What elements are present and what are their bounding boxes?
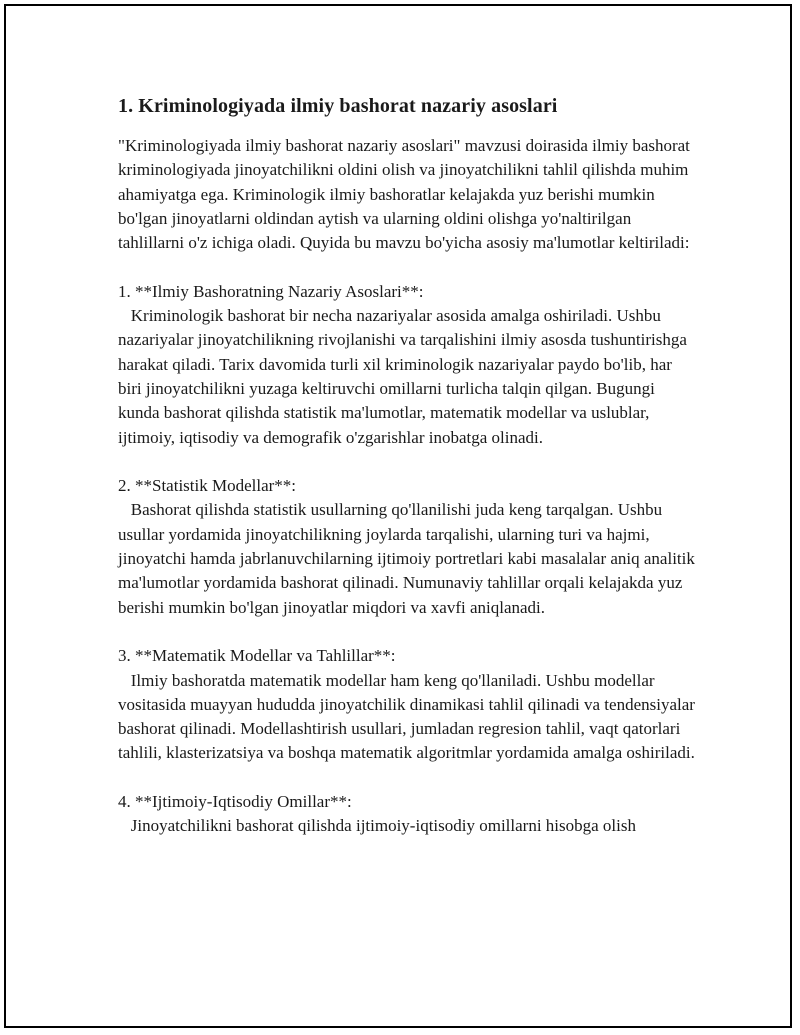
paragraph-spacer xyxy=(118,766,698,790)
section-2-body: Bashorat qilishda statistik usullarning qo'llanilishi juda keng tarqalgan. Ushbu usullar yordamida jinoyatchilikning joylarda tarqalishi, ularning turi va hajmi, jinoyatchi hamda jabrlanuvchilarning ijtimoiy portretlari kabi masalalar aniq analitik ma'lumotlar yordamida bashorat qilinadi. Numunaviy tahlillar orqali kelajakda yuz berishi mumkin bo'lgan jinoyatlar miqdori va xavfi aniqlanadi. xyxy=(118,500,700,617)
document-title: 1. Kriminologiyada ilmiy bashorat nazariy asoslari xyxy=(118,95,558,117)
section-4-body: Jinoyatchilikni bashorat qilishda ijtimoiy-iqtisodiy omillarni hisobga olish xyxy=(118,816,636,836)
document-content xyxy=(118,92,698,839)
section-3-heading: 3. **Matematik Modellar va Tahlillar**: xyxy=(118,646,396,666)
section-3-body: Ilmiy bashoratda matematik modellar ham keng qo'llaniladi. Ushbu modellar vositasida muayyan hududda jinoyatchilik dinamikasi tahlil qilinadi va tendensiyalar bashorat qilinadi. Modellashtirish usullari, jumladan regresion tahlil, vaqt qatorlari tahlili, klasterizatsiya va boshqa matematik algoritmlar yordamida amalga oshiriladi. xyxy=(118,670,700,763)
intro-paragraph: "Kriminologiyada ilmiy bashorat nazariy asoslari" mavzusi doirasida ilmiy bashorat kriminologiyada jinoyatchilikni oldini olish va jinoyatchilikni tahlil qilishda muhim ahamiyatga ega. Kriminologik ilmiy bashoratlar kelajakda yuz berishi mumkin bo'lgan jinoyatlarni oldindan aytish va ularning oldini olishga yo'naltirilgan tahlillarni o'z ichiga oladi. Quyida bu mavzu bo'yicha asosiy ma'lumotlar keltiriladi: xyxy=(118,136,695,253)
section-2-heading: 2. **Statistik Modellar**: xyxy=(118,476,297,496)
paragraph-spacer xyxy=(118,620,698,644)
section-1-heading: 1. **Ilmiy Bashoratning Nazariy Asoslari**: xyxy=(118,281,424,301)
section-4-heading: 4. **Ijtimoiy-Iqtisodiy Omillar**: xyxy=(118,792,352,812)
paragraph-spacer xyxy=(118,255,698,279)
section-1-body: Kriminologik bashorat bir necha nazariyalar asosida amalga oshiriladi. Ushbu nazariyalar jinoyatchilikning rivojlanishi va tarqalishini ilmiy asosda tushuntirishga harakat qiladi. Tarix davomida turli xil kriminologik nazariyalar paydo bo'lib, har biri jinoyatchilikni yuzaga keltiruvchi omillarni turlicha talqin qilgan. Bugungi kunda bashorat qilishda statistik ma'lumotlar, matematik modellar va uslublar, ijtimoiy, iqtisodiy va demografik o'zgarishlar inobatga olinadi. xyxy=(118,306,692,447)
paragraph-spacer xyxy=(118,450,698,474)
